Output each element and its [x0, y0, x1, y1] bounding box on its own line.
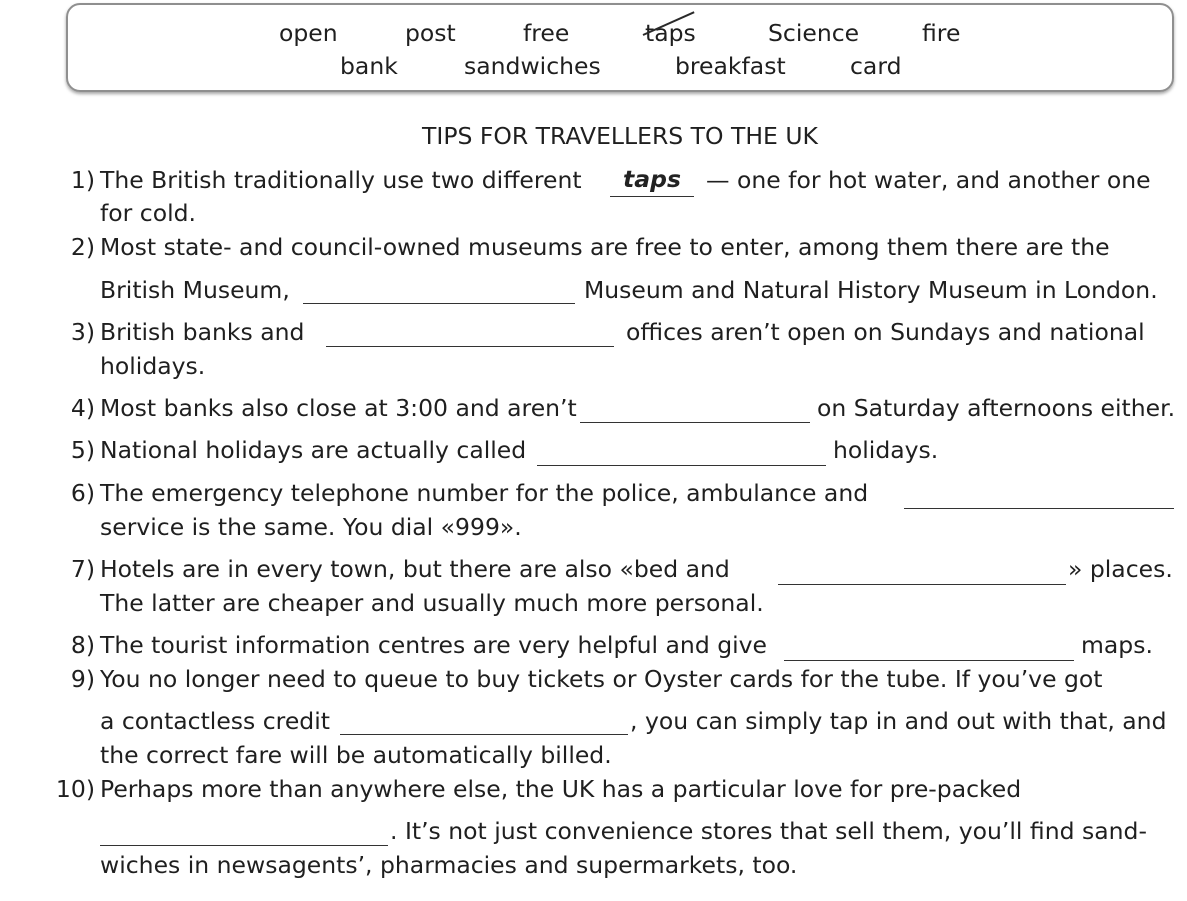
item-number: 9) [70, 665, 95, 693]
crossed-word-text: taps [645, 19, 696, 47]
item-number: 6) [70, 479, 95, 507]
item-text: wiches in newsagents’, pharmacies and supermarkets, too. [100, 851, 798, 879]
word-box-word: fire [922, 19, 961, 47]
answer-blank[interactable] [537, 465, 826, 466]
word-box-word: sandwiches [464, 52, 601, 80]
item-text: , you can simply tap in and out with that, and [630, 707, 1167, 735]
item-text: You no longer need to queue to buy tickets or Oyster cards for the tube. If you’ve got [100, 665, 1103, 693]
page-title: TIPS FOR TRAVELLERS TO THE UK [422, 122, 818, 150]
item-text: on Saturday afternoons either. [817, 394, 1176, 422]
item-text: — one for hot water, and another one [706, 166, 1151, 194]
item-text: The latter are cheaper and usually much more personal. [100, 589, 764, 617]
item-text: holidays. [100, 352, 206, 380]
word-box-word: bank [340, 52, 398, 80]
example-answer: taps [623, 165, 681, 193]
item-text: offices aren’t open on Sundays and national [626, 318, 1145, 346]
item-number: 8) [70, 631, 95, 659]
item-text: a contactless credit [100, 707, 330, 735]
word-box-word: card [850, 52, 902, 80]
item-text: British Museum, [100, 276, 290, 304]
answer-blank[interactable] [303, 303, 575, 304]
word-box-word: breakfast [675, 52, 786, 80]
item-text: British banks and [100, 318, 305, 346]
answer-blank-filled [610, 196, 694, 197]
item-text: » places. [1068, 555, 1173, 583]
answer-blank[interactable] [778, 584, 1066, 585]
item-text: National holidays are actually called [100, 436, 527, 464]
item-text: Perhaps more than anywhere else, the UK has a particular love for pre-packed [100, 775, 1022, 803]
item-text: the correct fare will be automatically billed. [100, 741, 612, 769]
item-number: 3) [70, 318, 95, 346]
item-text: Most banks also close at 3:00 and aren’t [100, 394, 577, 422]
item-text: Hotels are in every town, but there are also «bed and [100, 555, 730, 583]
item-text: service is the same. You dial «999». [100, 513, 522, 541]
item-text: holidays. [833, 436, 939, 464]
word-box [66, 3, 1174, 92]
answer-blank[interactable] [326, 346, 614, 347]
word-box-word: post [405, 19, 456, 47]
word-box-word-crossed [645, 19, 696, 47]
item-number: 10) [55, 775, 95, 803]
answer-blank[interactable] [580, 422, 810, 423]
word-box-word: open [279, 19, 338, 47]
word-box-word: Science [768, 19, 860, 47]
item-number: 4) [70, 394, 95, 422]
item-text: Most state- and council-owned museums are free to enter, among them there are the [100, 233, 1110, 261]
item-text: for cold. [100, 199, 196, 227]
item-text: Museum and Natural History Museum in London. [584, 276, 1158, 304]
item-text: maps. [1081, 631, 1153, 659]
item-number: 7) [70, 555, 95, 583]
answer-blank[interactable] [340, 734, 628, 735]
answer-blank[interactable] [784, 660, 1074, 661]
item-number: 2) [70, 233, 95, 261]
item-number: 1) [70, 166, 95, 194]
answer-blank[interactable] [904, 508, 1174, 509]
answer-blank[interactable] [100, 845, 388, 846]
item-number: 5) [70, 436, 95, 464]
item-text: The emergency telephone number for the police, ambulance and [100, 479, 869, 507]
item-text: The tourist information centres are very helpful and give [100, 631, 768, 659]
word-box-word: free [523, 19, 570, 47]
item-text: The British traditionally use two different [100, 166, 582, 194]
item-text: . It’s not just convenience stores that sell them, you’ll find sand- [390, 817, 1147, 845]
